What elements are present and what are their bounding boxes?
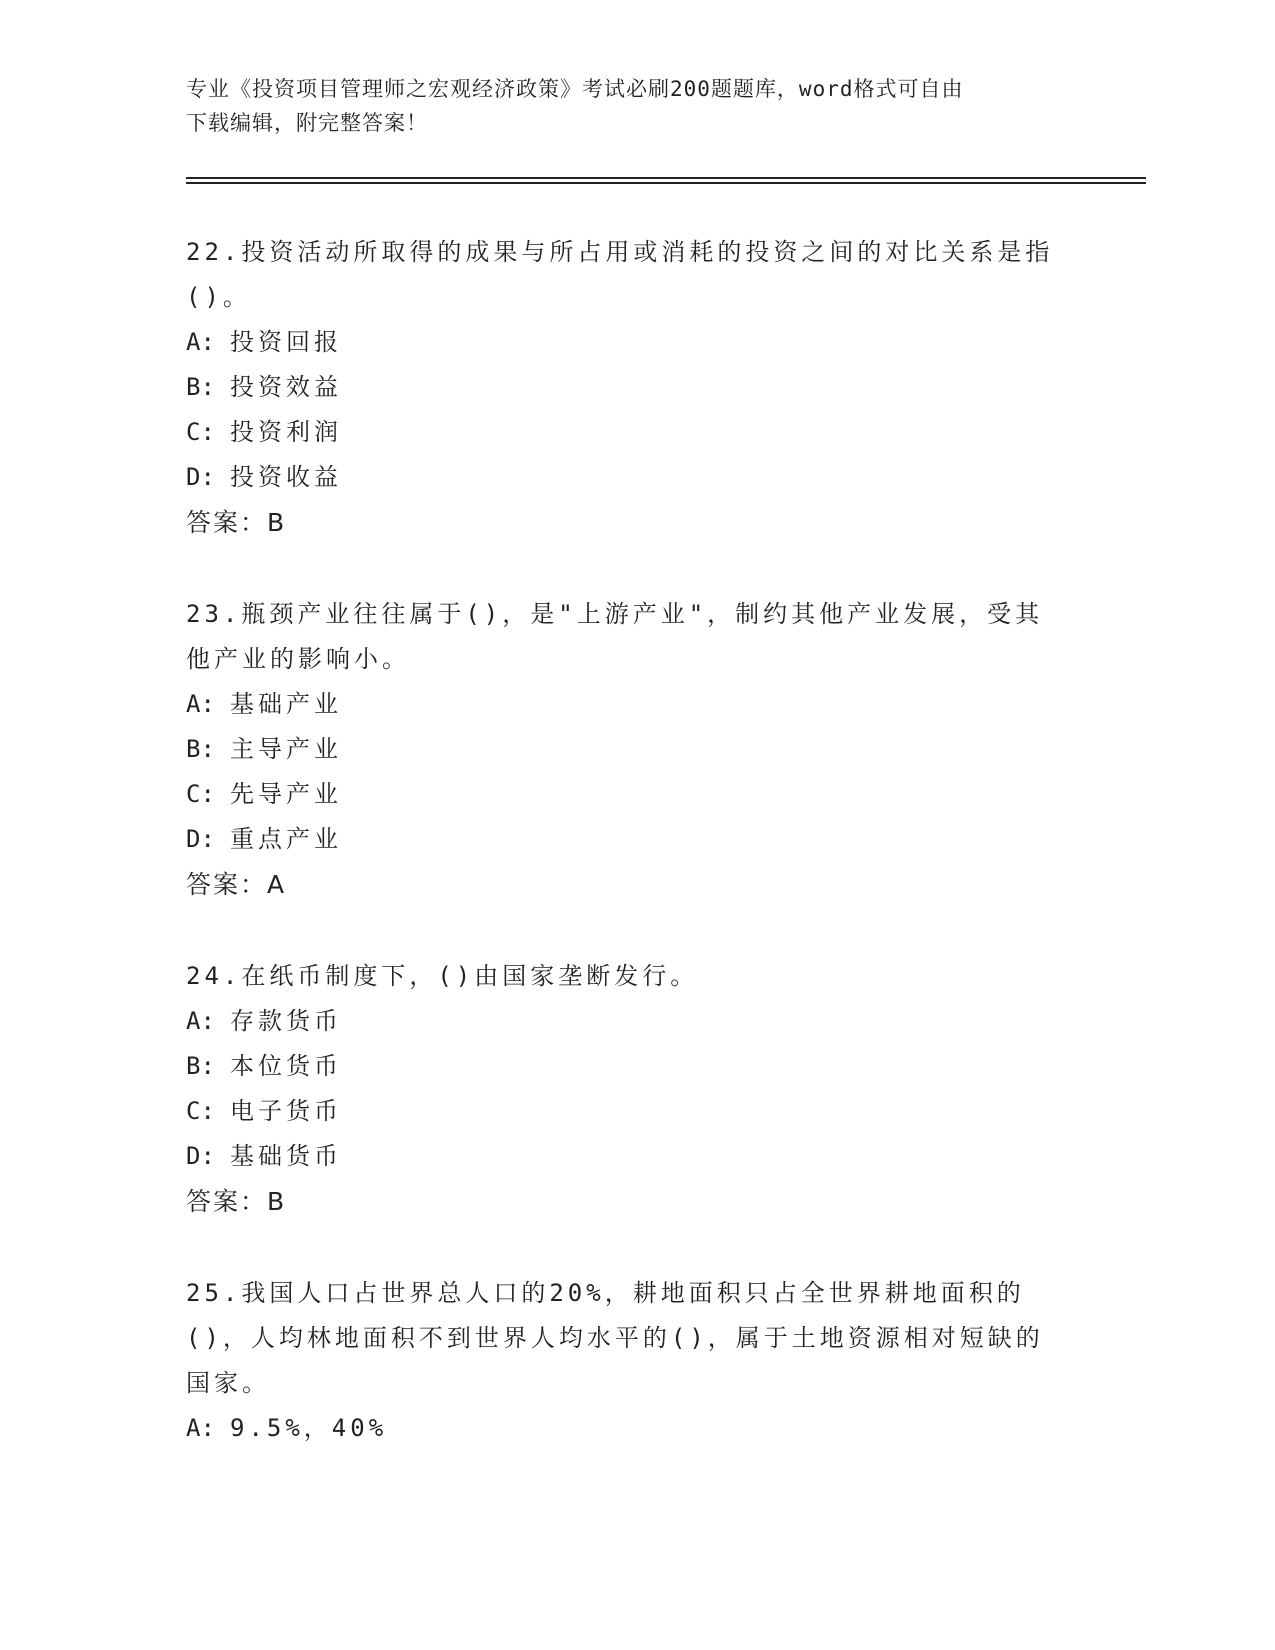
option-letter: B: bbox=[186, 735, 215, 763]
option-letter: C: bbox=[186, 1097, 215, 1125]
option-b bbox=[186, 727, 1066, 772]
option-text: 投资利润 bbox=[230, 418, 342, 446]
option-a bbox=[186, 682, 1066, 727]
option-text: 基础货币 bbox=[230, 1142, 342, 1170]
option-a bbox=[186, 320, 1066, 365]
option-text: 电子货币 bbox=[230, 1097, 342, 1125]
option-letter: B: bbox=[186, 373, 215, 401]
header-line-1: 专业《投资项目管理师之宏观经济政策》考试必刷200题题库，word格式可自由 bbox=[186, 77, 964, 101]
option-a bbox=[186, 1406, 1066, 1451]
option-text: 投资收益 bbox=[230, 463, 342, 491]
answer-label: 答案：A bbox=[186, 870, 287, 899]
option-text: 投资回报 bbox=[230, 328, 342, 356]
question-22 bbox=[186, 230, 1066, 545]
option-d bbox=[186, 817, 1066, 862]
option-b bbox=[186, 1044, 1066, 1089]
option-letter: A: bbox=[186, 328, 215, 356]
option-text: 存款货币 bbox=[230, 1007, 342, 1035]
option-letter: D: bbox=[186, 825, 215, 853]
question-stem: 24.在纸币制度下，()由国家垄断发行。 bbox=[186, 962, 699, 990]
question-stem: 22.投资活动所取得的成果与所占用或消耗的投资之间的对比关系是指()。 bbox=[186, 238, 1054, 311]
option-letter: C: bbox=[186, 780, 215, 808]
option-letter: D: bbox=[186, 463, 215, 491]
option-letter: B: bbox=[186, 1052, 215, 1080]
option-letter: A: bbox=[186, 1007, 215, 1035]
answer-label: 答案：B bbox=[186, 1187, 287, 1216]
question-23 bbox=[186, 592, 1066, 907]
option-letter: A: bbox=[186, 1414, 215, 1442]
option-text: 主导产业 bbox=[230, 735, 342, 763]
question-24 bbox=[186, 954, 1066, 1224]
option-letter: D: bbox=[186, 1142, 215, 1170]
option-text: 先导产业 bbox=[230, 780, 342, 808]
option-text: 本位货币 bbox=[230, 1052, 342, 1080]
document-header bbox=[186, 72, 1066, 140]
question-25 bbox=[186, 1271, 1066, 1451]
option-c bbox=[186, 1089, 1066, 1134]
answer-label: 答案：B bbox=[186, 508, 287, 537]
option-text: 投资效益 bbox=[230, 373, 342, 401]
question-stem: 25.我国人口占世界总人口的20%，耕地面积只占全世界耕地面积的()，人均林地面积不到世界人均水平的()，属于土地资源相对短缺的国家。 bbox=[186, 1279, 1044, 1397]
option-b bbox=[186, 365, 1066, 410]
question-stem: 23.瓶颈产业往往属于()，是"上游产业"，制约其他产业发展，受其他产业的影响小。 bbox=[186, 600, 1044, 673]
option-c bbox=[186, 410, 1066, 455]
header-divider-bottom bbox=[186, 182, 1146, 184]
option-text: 基础产业 bbox=[230, 690, 342, 718]
option-d bbox=[186, 1134, 1066, 1179]
option-a bbox=[186, 999, 1066, 1044]
header-line-2: 下载编辑，附完整答案！ bbox=[186, 111, 428, 135]
option-d bbox=[186, 455, 1066, 500]
option-letter: A: bbox=[186, 690, 215, 718]
option-text: 重点产业 bbox=[230, 825, 342, 853]
header-divider-top bbox=[186, 177, 1146, 179]
option-text: 9.5%，40% bbox=[230, 1414, 388, 1442]
option-c bbox=[186, 772, 1066, 817]
option-letter: C: bbox=[186, 418, 215, 446]
